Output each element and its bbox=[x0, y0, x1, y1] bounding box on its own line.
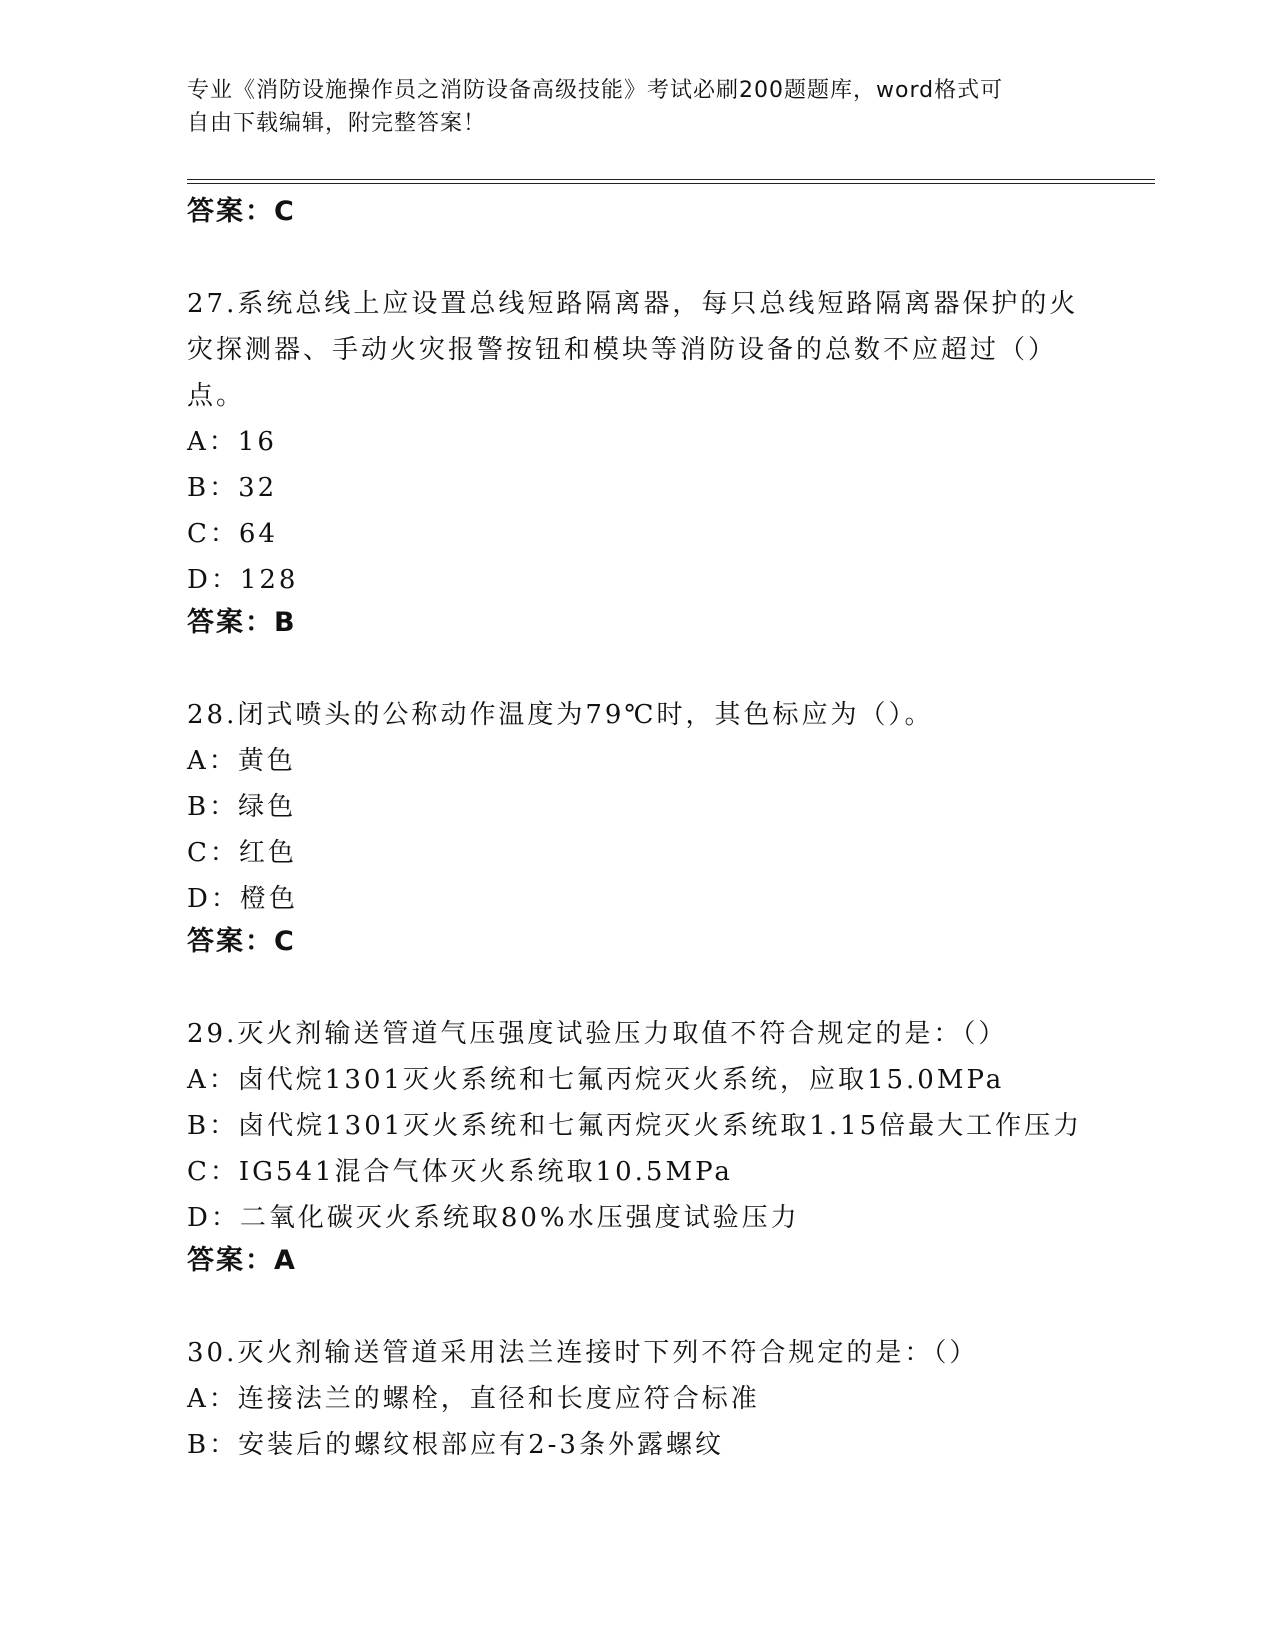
question-27 bbox=[187, 281, 1087, 643]
option-a: A：16 bbox=[187, 427, 277, 457]
document-header bbox=[187, 74, 1067, 140]
question-text-line: 29.灭火剂输送管道气压强度试验压力取值不符合规定的是：（） bbox=[187, 1019, 1008, 1049]
option-a: A：连接法兰的螺栓，直径和长度应符合标准 bbox=[187, 1384, 760, 1414]
option-b: B：32 bbox=[187, 473, 278, 503]
option-c: C：64 bbox=[187, 519, 278, 549]
header-line-2: 自由下载编辑，附完整答案！ bbox=[187, 111, 487, 136]
option-d: D：二氧化碳灭火系统取80%水压强度试验压力 bbox=[187, 1203, 800, 1233]
question-text-line: 点。 bbox=[187, 381, 246, 411]
option-d: D：橙色 bbox=[187, 884, 298, 914]
option-d: D：128 bbox=[187, 565, 299, 595]
header-divider-bottom bbox=[187, 183, 1155, 184]
answer-line: 答案：A bbox=[187, 1245, 297, 1276]
option-b: B：安装后的螺纹根部应有2-3条外露螺纹 bbox=[187, 1430, 724, 1460]
answer-line: 答案：C bbox=[187, 196, 296, 227]
option-c: C：IG541混合气体灭火系统取10.5MPa bbox=[187, 1157, 733, 1187]
option-a: A：卤代烷1301灭火系统和七氟丙烷灭火系统，应取15.0MPa bbox=[187, 1065, 1005, 1095]
question-list bbox=[187, 192, 1087, 1468]
question-28 bbox=[187, 692, 1087, 962]
answer-line: 答案：B bbox=[187, 607, 297, 638]
question-text-line: 30.灭火剂输送管道采用法兰连接时下列不符合规定的是：（） bbox=[187, 1338, 979, 1368]
question-text-line: 灾探测器、手动火灾报警按钮和模块等消防设备的总数不应超过（） bbox=[187, 335, 1058, 365]
question-30 bbox=[187, 1330, 1087, 1468]
header-line-1: 专业《消防设施操作员之消防设备高级技能》考试必刷200题题库，word格式可 bbox=[187, 78, 1004, 103]
option-b: B：卤代烷1301灭火系统和七氟丙烷灭火系统取1.15倍最大工作压力 bbox=[187, 1111, 1083, 1141]
question-text-line: 27.系统总线上应设置总线短路隔离器，每只总线短路隔离器保护的火 bbox=[187, 289, 1079, 319]
option-a: A：黄色 bbox=[187, 746, 296, 776]
option-b: B：绿色 bbox=[187, 792, 297, 822]
question-29 bbox=[187, 1011, 1087, 1281]
answer-line: 答案：C bbox=[187, 926, 296, 957]
question-text-line: 28.闭式喷头的公称动作温度为79℃时，其色标应为（）。 bbox=[187, 700, 934, 730]
header-divider-top bbox=[187, 179, 1155, 180]
option-c: C：红色 bbox=[187, 838, 297, 868]
